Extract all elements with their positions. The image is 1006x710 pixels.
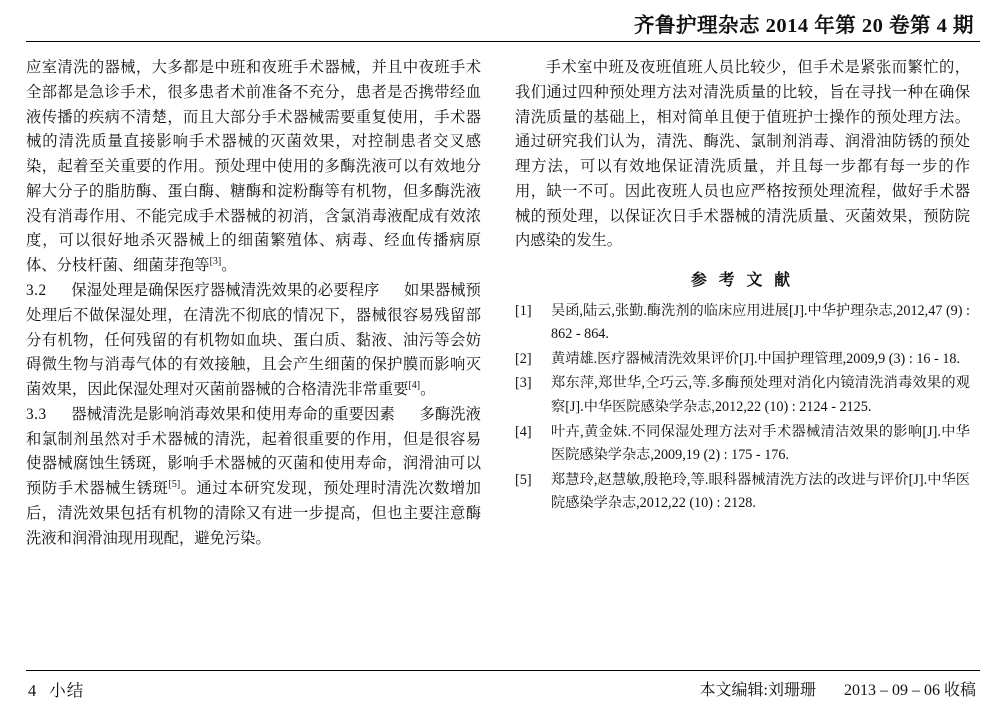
references-heading: 参 考 文 献 <box>690 272 795 290</box>
reference-item <box>515 421 970 468</box>
reference-item <box>515 348 970 372</box>
reference-item <box>515 300 970 347</box>
footer-section-title: 小结 <box>49 681 85 700</box>
references-list <box>515 300 970 516</box>
journal-header-title: 齐鲁护理杂志 2014 年第 20 卷第 4 期 <box>634 15 974 37</box>
reference-text: 吴函,陆云,张勤.酶洗剂的临床应用进展[J].中华护理杂志,2012,47 (9) : 862 - 864. <box>551 302 970 343</box>
section-3-2-number: 3.2 <box>26 281 47 299</box>
discussion-paragraph: 手术室中班及夜班值班人员比较少，但手术是紧张而繁忙的，我们通过四种预处理方法对清洗质量的比较，旨在寻找一种在确保清洗质量的基础上，相对简单且便于值班护士操作的预处理方法。通过研究我们认为，清洗、酶洗、氯制剂消毒、润滑油防锈的预处理方法，可以有效地保证清洗质量，并且每一步都有每一步的作用，缺一不可。因此夜班人员也应严格按预处理流程，做好手术器械的预处理，以保证次日手术器械的清洗质量、灭菌效果，预防院内感染的发生。 <box>515 59 970 250</box>
reference-number: [1] <box>515 302 532 319</box>
reference-superscript-3: [3] <box>209 256 222 268</box>
footer-editor: 本文编辑:刘珊珊 <box>699 682 816 699</box>
section-3-2-title: 保湿处理是确保医疗器械清洗效果的必要程序 <box>71 281 380 299</box>
section-3-3-body-part1: 多酶洗液和氯制剂虽然对手术器械的清洗，起着很重要的作用，但是很容易使器械腐蚀生锈斑，影响手术器械的灭菌和使用寿命，润滑油可以预防手术器械生锈斑 <box>26 405 481 498</box>
reference-number: [2] <box>515 350 532 367</box>
section-3-2-body: 如果器械预处理后不做保湿处理，在清洗不彻底的情况下，器械很容易残留部分有机物，任何残留的有机物如血块、蛋白质、黏液、油污等会妨碍微生物与消毒气体的有效接触，且会产生细菌的保护膜而影响灭菌效果，因此保湿处理对灭菌前器械的合格清洗非常重要 <box>26 281 481 399</box>
footer-section-label <box>28 677 84 701</box>
section-3-3-number: 3.3 <box>26 405 47 423</box>
header-divider <box>26 41 980 42</box>
footer-section-number: 4 <box>28 681 38 700</box>
article-body <box>26 56 980 676</box>
reference-text: 黄靖雄.医疗器械清洗效果评价[J].中国护理管理,2009,9 (3) : 16 - 18. <box>551 350 961 367</box>
reference-superscript-4: [4] <box>408 380 421 392</box>
section-3-3 <box>26 403 481 552</box>
footer-divider <box>26 670 980 671</box>
reference-number: [4] <box>515 423 532 440</box>
section-3-2 <box>26 279 481 403</box>
footer-received-date: 2013 – 09 – 06 收稿 <box>843 682 976 699</box>
section-3-2-tail: 。 <box>420 381 436 399</box>
section-3-3-body-part2: 。通过本研究发现，预处理时清洗次数增加后，清洗效果包括有机物的清除又有进一步提高，但也主要注意酶洗液和润滑油现用现配，避免污染。 <box>26 480 481 547</box>
reference-number: [5] <box>515 471 532 488</box>
reference-item <box>515 372 970 419</box>
page-footer <box>26 670 980 704</box>
paragraph-tail: 。 <box>221 257 237 275</box>
reference-text: 叶卉,黄金妹.不同保湿处理方法对手术器械清洁效果的影响[J].中华医院感染学杂志,2009,19 (2) : 175 - 176. <box>551 423 970 464</box>
paragraph-continued <box>26 56 481 279</box>
left-column <box>26 56 481 676</box>
reference-text: 郑东萍,郑世华,仝巧云,等.多酶预处理对消化内镜清洗消毒效果的观察[J].中华医院感染学杂志,2012,22 (10) : 2124 - 2125. <box>551 375 970 415</box>
section-3-3-title: 器械清洗是影响消毒效果和使用寿命的重要因素 <box>71 405 395 423</box>
paragraph-text: 应室清洗的器械，大多都是中班和夜班手术器械，并且中夜班手术全部都是急诊手术，很多患者术前准备不充分，患者是否携带经血液传播的疾病不清楚，而且大部分手术器械需要重复使用，手术器械的清洗质量直接影响手术器械的灭菌效果，对控制患者交叉感染，起着至关重要的作用。预处理中使用的多酶洗液可以有效地分解大分子的脂肪酶、蛋白酶、糖酶和淀粉酶等有机物，但多酶洗液没有消毒作用、不能完成手术器械的初消，含氯消毒液配成有效浓度，可以很好地杀灭器械上的细菌繁殖体、病毒、经血传播病原体、分枝杆菌、细菌芽孢等 <box>26 59 481 275</box>
reference-number: [3] <box>515 375 532 392</box>
reference-superscript-5: [5] <box>168 479 181 491</box>
footer-meta <box>700 677 976 700</box>
reference-text: 郑慧玲,赵慧敏,殷艳玲,等.眼科器械清洗方法的改进与评价[J].中华医院感染学杂志,2012,22 (10) : 2128. <box>551 471 970 512</box>
right-column <box>515 56 970 676</box>
reference-item <box>515 469 970 516</box>
page-header <box>26 0 980 42</box>
